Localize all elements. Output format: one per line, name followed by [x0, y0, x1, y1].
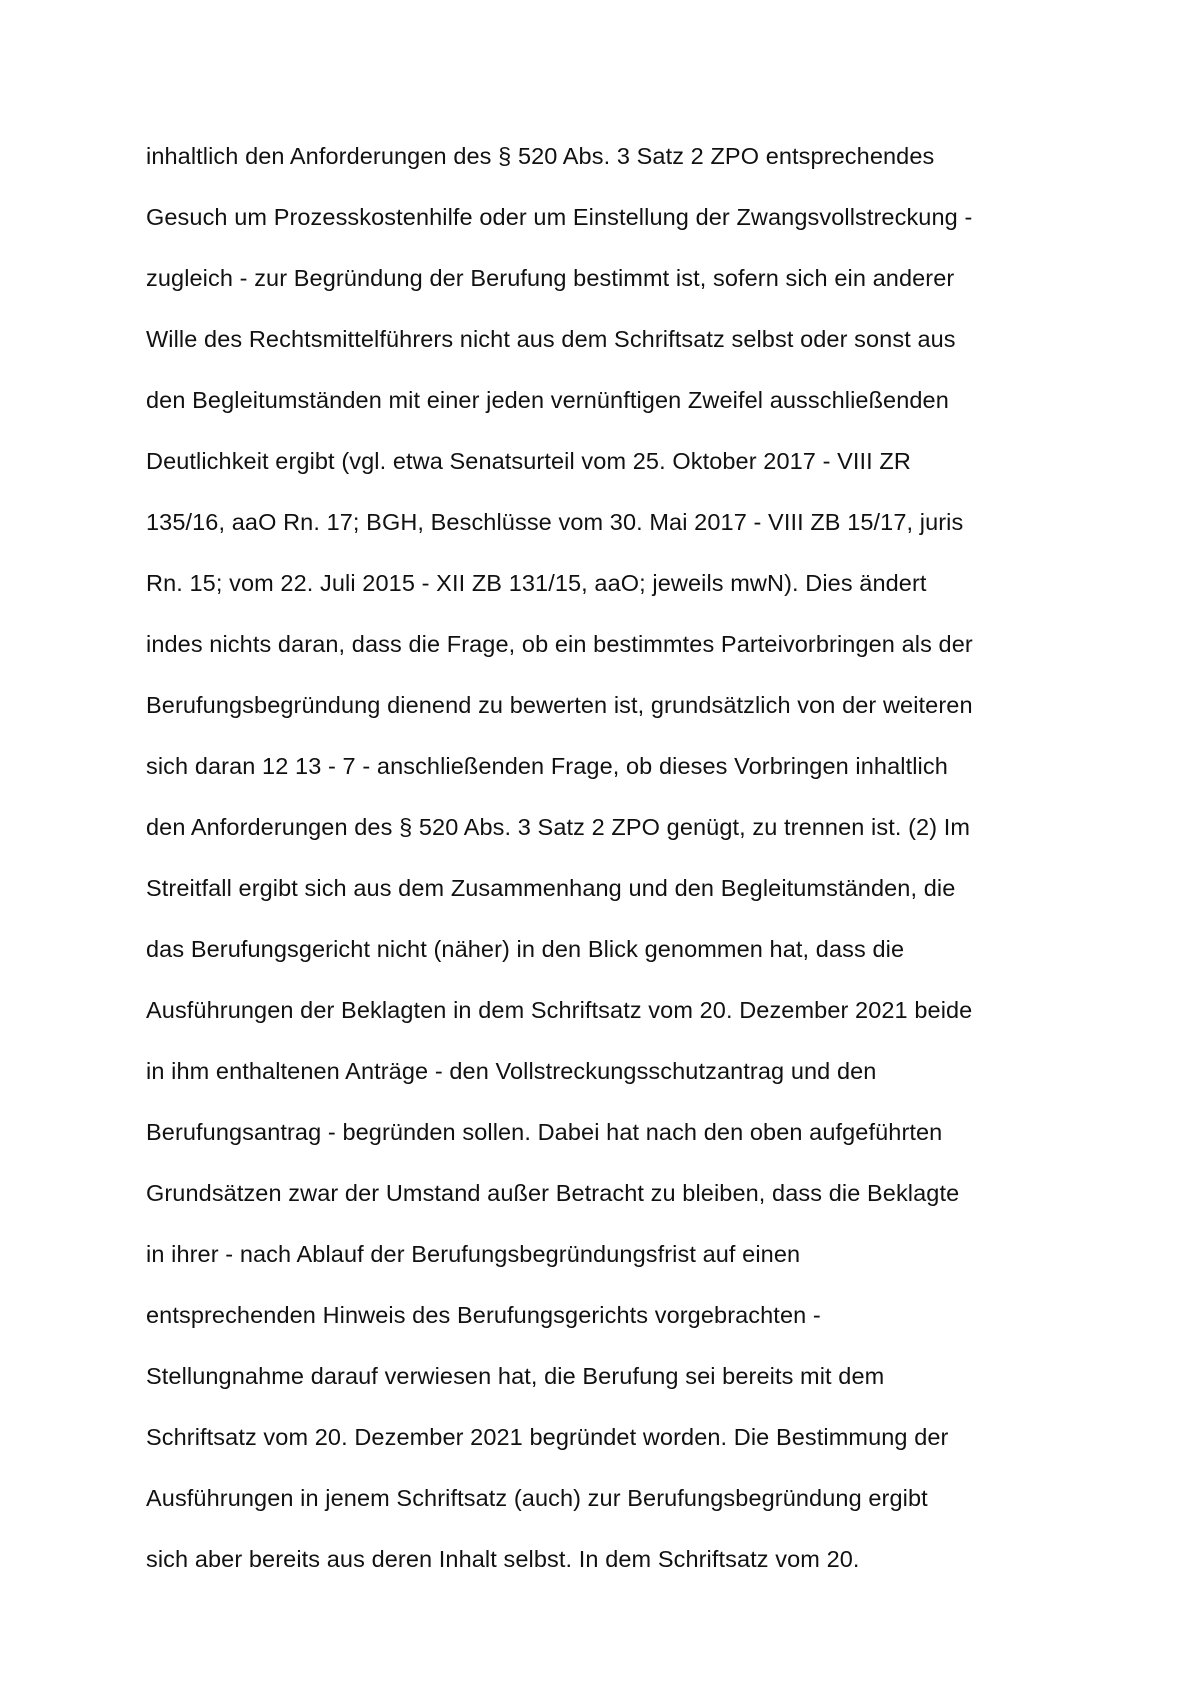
text-line: in ihm enthaltenen Anträge - den Vollstreckungsschutzantrag und den [146, 1058, 877, 1084]
text-line: Berufungsantrag - begründen sollen. Dabei hat nach den oben aufgeführten [146, 1119, 943, 1145]
text-line: Wille des Rechtsmittelführers nicht aus dem Schriftsatz selbst oder sonst aus [146, 326, 956, 352]
text-line: Berufungsbegründung dienend zu bewerten ist, grundsätzlich von der weiteren [146, 692, 973, 718]
text-line: inhaltlich den Anforderungen des § 520 Abs. 3 Satz 2 ZPO entsprechendes [146, 143, 935, 169]
text-line: 135/16, aaO Rn. 17; BGH, Beschlüsse vom 30. Mai 2017 - VIII ZB 15/17, juris [146, 509, 964, 535]
text-line: indes nichts daran, dass die Frage, ob ein bestimmtes Parteivorbringen als der [146, 631, 973, 657]
text-line: das Berufungsgericht nicht (näher) in den Blick genommen hat, dass die [146, 936, 905, 962]
text-line: sich daran 12 13 - 7 - anschließenden Frage, ob dieses Vorbringen inhaltlich [146, 753, 948, 779]
text-line: Grundsätzen zwar der Umstand außer Betracht zu bleiben, dass die Beklagte [146, 1180, 960, 1206]
text-line: Schriftsatz vom 20. Dezember 2021 begründet worden. Die Bestimmung der [146, 1424, 949, 1450]
text-line: den Anforderungen des § 520 Abs. 3 Satz 2 ZPO genügt, zu trennen ist. (2) Im [146, 814, 971, 840]
text-line: Gesuch um Prozesskostenhilfe oder um Einstellung der Zwangsvollstreckung - [146, 204, 973, 230]
text-line: Ausführungen der Beklagten in dem Schriftsatz vom 20. Dezember 2021 beide [146, 997, 973, 1023]
text-line: sich aber bereits aus deren Inhalt selbst. In dem Schriftsatz vom 20. [146, 1546, 860, 1572]
text-line: Stellungnahme darauf verwiesen hat, die Berufung sei bereits mit dem [146, 1363, 885, 1389]
text-line: Streitfall ergibt sich aus dem Zusammenhang und den Begleitumständen, die [146, 875, 956, 901]
text-line: Rn. 15; vom 22. Juli 2015 - XII ZB 131/15, aaO; jeweils mwN). Dies ändert [146, 570, 927, 596]
text-line: Ausführungen in jenem Schriftsatz (auch) zur Berufungsbegründung ergibt [146, 1485, 928, 1511]
text-line: in ihrer - nach Ablauf der Berufungsbegründungsfrist auf einen [146, 1241, 801, 1267]
text-line: zugleich - zur Begründung der Berufung bestimmt ist, sofern sich ein anderer [146, 265, 955, 291]
text-line: den Begleitumständen mit einer jeden vernünftigen Zweifel ausschließenden [146, 387, 949, 413]
body-text [146, 141, 1146, 1605]
text-line: Deutlichkeit ergibt (vgl. etwa Senatsurteil vom 25. Oktober 2017 - VIII ZR [146, 448, 911, 474]
text-line: entsprechenden Hinweis des Berufungsgerichts vorgebrachten - [146, 1302, 821, 1328]
